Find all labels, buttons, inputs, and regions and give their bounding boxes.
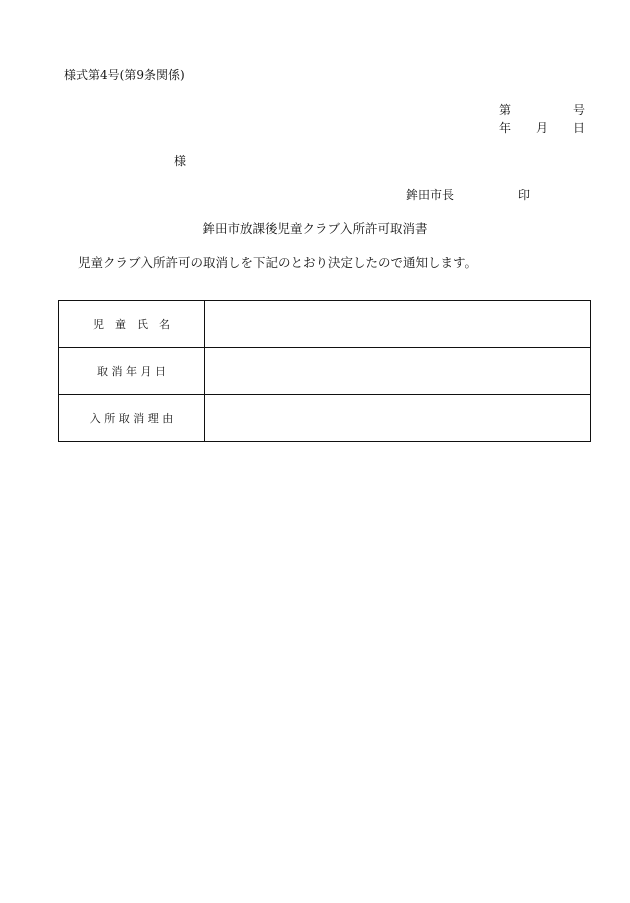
date-year-label: 年 xyxy=(499,121,512,135)
child-name-field[interactable] xyxy=(205,301,591,348)
doc-number-suffix: 号 xyxy=(573,103,586,117)
addressee-honorific: 様 xyxy=(174,154,187,168)
cancel-reason-label: 入 所 取 消 理 由 xyxy=(59,395,205,442)
child-name-label: 児 童 氏 名 xyxy=(59,301,205,348)
issuer-name: 鉾田市長 xyxy=(406,188,455,202)
table-row-child-name xyxy=(59,301,591,348)
date-month-label: 月 xyxy=(536,121,549,135)
cancel-reason-field[interactable] xyxy=(205,395,591,442)
cancel-date-label: 取 消 年 月 日 xyxy=(59,348,205,395)
notice-body: 児童クラブ入所許可の取消しを下記のとおり決定したので通知します。 xyxy=(78,255,478,270)
document-title: 鉾田市放課後児童クラブ入所許可取消書 xyxy=(202,221,428,236)
form-number: 様式第4号(第9条関係) xyxy=(64,68,185,82)
details-table xyxy=(58,300,591,442)
doc-number-prefix: 第 xyxy=(499,103,512,117)
seal-mark: 印 xyxy=(518,188,531,202)
cancel-date-field[interactable] xyxy=(205,348,591,395)
table-row-cancel-date xyxy=(59,348,591,395)
date-day-label: 日 xyxy=(573,121,586,135)
table-row-cancel-reason xyxy=(59,395,591,442)
